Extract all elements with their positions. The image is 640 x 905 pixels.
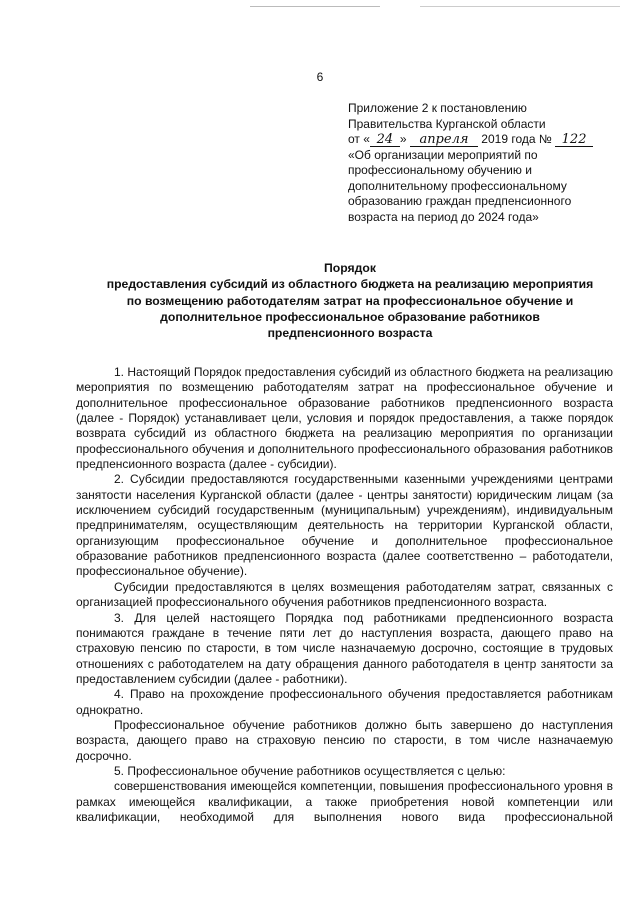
scan-artifact-line [250, 6, 380, 7]
date-quote: » [399, 132, 407, 146]
date-prefix: от « [348, 132, 370, 146]
scan-artifact-line [420, 6, 620, 7]
handwritten-number: 122 [555, 134, 593, 147]
appendix-line: образованию граждан предпенсионного [348, 194, 572, 208]
appendix-line: Приложение 2 к постановлению [348, 101, 527, 115]
paragraph: Субсидии предоставляются в целях возмещения работодателям затрат, связанных с организацией профессионального обучения работников предпенсионного возраста. [76, 579, 613, 610]
appendix-date-line [348, 132, 618, 148]
paragraph: 4. Право на прохождение профессионального обучения предоставляется работникам однократно. [76, 687, 613, 717]
paragraph: 5. Профессиональное обучение работников осуществляется с целью: [114, 763, 506, 778]
appendix-line: возраста на период до 2024 года» [348, 209, 539, 224]
title-line: по возмещению работодателям затрат на профессиональное обучение и [126, 293, 574, 308]
paragraph: 3. Для целей настоящего Порядка под работниками предпенсионного возраста понимаются граждане в течение пяти лет до наступления возраста, дающего право на страховую пенсию по старости, в том числе назначаемую досрочно, состоящие в трудовых отношениях с работодателем на дату обращения данного работодателя в центр занятости за предоставлением субсидии (далее - работники). [76, 610, 613, 686]
handwritten-day: 24 [370, 134, 400, 147]
paragraph: Профессиональное обучение работников должно быть завершено до наступления возраста, дающего право на страховую пенсию по старости, в том числе назначаемую досрочно. [76, 717, 613, 763]
appendix-line: Правительства Курганской области [348, 116, 546, 131]
appendix-line: дополнительному профессиональному [348, 178, 567, 193]
appendix-line: профессиональному обучению и [348, 163, 532, 177]
title-heading: Порядок [324, 261, 376, 275]
title-line: предпенсионного возраста [267, 326, 433, 341]
paragraph: совершенствования имеющейся компетенции, повышения профессионального уровня в рамках имеющейся квалификации, а также приобретения новой компетенции или квалификации, необходимой для выполнения нового вида профессиональной [76, 779, 613, 824]
paragraph: 1. Настоящий Порядок предоставления субсидий из областного бюджета на реализацию мероприятия по возмещению работодателям затрат на профессиональное обучение и дополнительное профессиональное образование работников предпенсионного возраста (далее - Порядок) устанавливает цели, условия и порядок предоставления, а также порядок возврата субсидий из областного бюджета на реализацию мероприятия по организации профессионального обучения и дополнительного профессионального образования работников предпенсионного возраста (далее - субсидии). [76, 365, 613, 472]
page-number: 6 [316, 70, 324, 84]
appendix-line: «Об организации мероприятий по [348, 147, 538, 162]
paragraph: 2. Субсидии предоставляются государственными казенными учреждениями центрами занятости населения Курганской области (далее - центры занятости) юридическим лицам (за исключением субсидий государственным (муниципальным) учреждениям), индивидуальным предпринимателям, осуществляющим деятельность на территории Курганской области, организующим профессиональное обучение и дополнительное профессиональное образование работников предпенсионного возраста (далее соответственно – работодатели, профессиональное обучение). [76, 472, 613, 579]
document-body [76, 365, 613, 825]
appendix-block [348, 101, 618, 225]
title-line: предоставления субсидий из областного бюджета на реализацию мероприятия [106, 277, 594, 292]
handwritten-month: апреля [410, 134, 478, 147]
date-year: 2019 года № [481, 132, 552, 146]
title-line: дополнительное профессиональное образование работников [160, 309, 540, 324]
document-title [60, 260, 640, 341]
